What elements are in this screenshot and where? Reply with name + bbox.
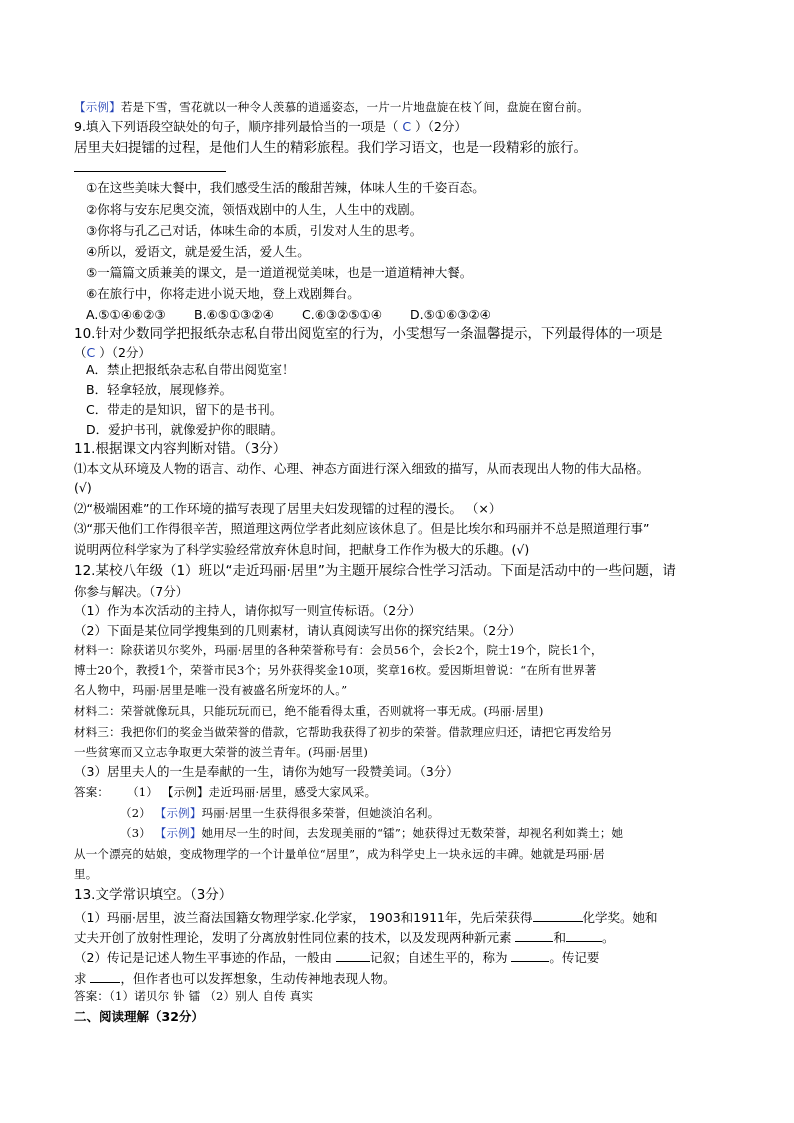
q13-part-1: （1）玛丽·居里，波兰裔法国籍女物理学家.化学家， 1903和1911年，先后荣获得 化学奖。她和: [74, 910, 658, 925]
q12-part-2: （2）下面是某位同学搜集到的几则素材，请认真阅读写出你的探究结果。（2分）: [74, 623, 522, 638]
example-answer-8: 【示例】若是下雪，雪花就以一种令人羡慕的逍遥姿态，一片一片地盘旋在枝丫间，盘旋在窗台前。: [74, 100, 589, 114]
q12-material-1-cont: 博士20个，教授1个，荣誉市民3个；另外获得奖金10项，奖章16枚。爱因斯坦曾说：“在所有世界著: [74, 663, 597, 677]
q9-options: [86, 309, 518, 322]
q9-sentence-3: ③你将与孔乙己对话，体味生命的本质，引发对人生的思考。: [86, 223, 423, 238]
q10-option-d: D．爱护书刊，就像爱护你的眼睛。: [86, 422, 284, 437]
q9-sentence-6: ⑥在旅行中，你将走进小说天地，登上戏剧舞台。: [86, 286, 360, 301]
q13-part-1-cont: 丈夫开创了放射性理论，发明了分离放射性同位素的技术，以及发现两种新元素 和 。: [74, 930, 615, 945]
question-9-stem: 9.填入下列语段空缺处的句子，顺序排列最恰当的一项是（ C ）（2分）: [74, 119, 467, 134]
blank[interactable]: [533, 909, 583, 922]
q9-sentence-1: ①在这些美味大餐中，我们感受生活的酸甜苦辣，体味人生的千姿百态。: [86, 180, 485, 195]
blank[interactable]: [515, 929, 553, 942]
q11-item-2: ⑵“极端困难”的工作环境的描写表现了居里夫妇发现镭的过程的漫长。 （×）: [74, 501, 502, 516]
q11-item-3-cont: 说明两位科学家为了科学实验经常放弃休息时间，把献身工作作为极大的乐趣。(√): [74, 542, 530, 557]
q9-option-a: A.⑤①④⑥②③: [86, 307, 166, 322]
q12-material-1: 材料一：除获诺贝尔奖外，玛丽·居里的各种荣誉称号有：会员56个，会长2个，院士19个，院长1个，: [74, 643, 603, 657]
q13-part-2-cont: 求 ，但作者也可以发挥想象，生动传神地表现人物。: [74, 971, 396, 986]
blank[interactable]: [511, 949, 549, 962]
q12-answer-1: 答案： （1） 【示例】走近玛丽·居里，感受大家风采。: [74, 785, 377, 799]
q11-item-1: ⑴本文从环境及人物的语言、动作、心理、神态方面进行深入细致的描写，从而表现出人物的伟大品格。: [74, 461, 650, 476]
question-10-stem: 10.针对少数同学把报纸杂志私自带出阅览室的行为，小雯想写一条温馨提示，下列最得体的一项是: [74, 326, 663, 342]
q12-material-2: 材料二：荣誉就像玩具，只能玩玩而已，绝不能看得太重，否则就将一事无成。(玛丽·居里): [74, 704, 544, 718]
q12-material-3-cont: 一些贫寒而又立志争取更大荣誉的波兰青年。(玛丽·居里): [74, 745, 369, 759]
q9-option-c: C.⑥③②⑤①④: [302, 307, 382, 322]
question-12-stem: 12.某校八年级（1）班以“走近玛丽·居里”为主题开展综合性学习活动。下面是活动中的一些问题，请: [74, 563, 676, 579]
q12-answer-3-cont: 从一个漂亮的姑娘，变成物理学的一个计量单位“居里”，成为科学史上一块永远的丰碑。她就是玛丽·居: [74, 847, 605, 861]
blank[interactable]: [90, 970, 120, 983]
q10-option-a: A．禁止把报纸杂志私自带出阅览室！: [86, 362, 295, 377]
q12-material-3: 材料三：我把你们的奖金当做荣誉的借款，它帮助我获得了初步的荣誉。借款理应归还，请把它再发给另: [74, 725, 613, 739]
q13-answer: 答案：（1）诺贝尔 钋 镭 （2）别人 自传 真实: [74, 989, 314, 1003]
q10-option-b: B．轻拿轻放，展现修养。: [86, 382, 233, 397]
q10-option-c: C．带走的是知识，留下的是书刊。: [86, 402, 283, 417]
q11-item-1-answer: (√): [74, 480, 92, 495]
q12-answer-3: （3） 【示例】她用尽一生的时间，去发现美丽的“镭”；她获得过无数荣誉，却视名利如粪土；她: [120, 826, 624, 840]
q11-item-3: ⑶“那天他们工作得很辛苦，照道理这两位学者此刻应该休息了。但是比埃尔和玛丽并不总是照道理行事”: [74, 521, 650, 536]
blank[interactable]: [336, 949, 370, 962]
q9-option-d: D.⑤①⑥③②④: [410, 307, 491, 322]
q12-part-3: （3）居里夫人的一生是奉献的一生，请你为她写一段赞美词。（3分）: [74, 764, 459, 779]
question-11-stem: 11.根据课文内容判断对错。（3分）: [74, 441, 287, 457]
q9-sentence-5: ⑤一篇篇文质兼美的课文，是一道道视觉美味，也是一道道精神大餐。: [86, 265, 473, 280]
q9-option-b: B.⑥⑤①③②④: [194, 307, 274, 322]
question-13-stem: 13.文学常识填空。（3分）: [74, 887, 233, 903]
q12-part-1: （1）作为本次活动的主持人，请你拟写一则宣传标语。（2分）: [74, 603, 422, 618]
q9-sentence-2: ②你将与安东尼奥交流，领悟戏剧中的人生，人生中的戏剧。: [86, 202, 423, 217]
fill-blank-line: [74, 171, 226, 172]
q12-material-1-end: 名人物中，玛丽·居里是唯一没有被盛名所宠坏的人。”: [74, 683, 348, 697]
section-2-heading: 二、阅读理解（32分）: [74, 1009, 204, 1024]
q13-part-2: （2）传记是记述人物生平事迹的作品，一般由 记叙；自述生平的，称为 。传记要: [74, 950, 600, 965]
question-10-answer: （C ）（2分）: [74, 345, 151, 360]
question-9-passage: 居里夫妇提镭的过程，是他们人生的精彩旅程。我们学习语文，也是一段精彩的旅行。: [74, 140, 587, 156]
blank[interactable]: [566, 929, 602, 942]
q12-answer-2: （2） 【示例】玛丽·居里一生获得很多荣誉，但她淡泊名利。: [120, 806, 440, 820]
q12-answer-3-end: 里。: [74, 867, 98, 881]
question-12-stem-cont: 你参与解决。（7分）: [74, 584, 189, 599]
q9-sentence-4: ④所以，爱语文，就是爱生活，爱人生。: [86, 244, 310, 259]
